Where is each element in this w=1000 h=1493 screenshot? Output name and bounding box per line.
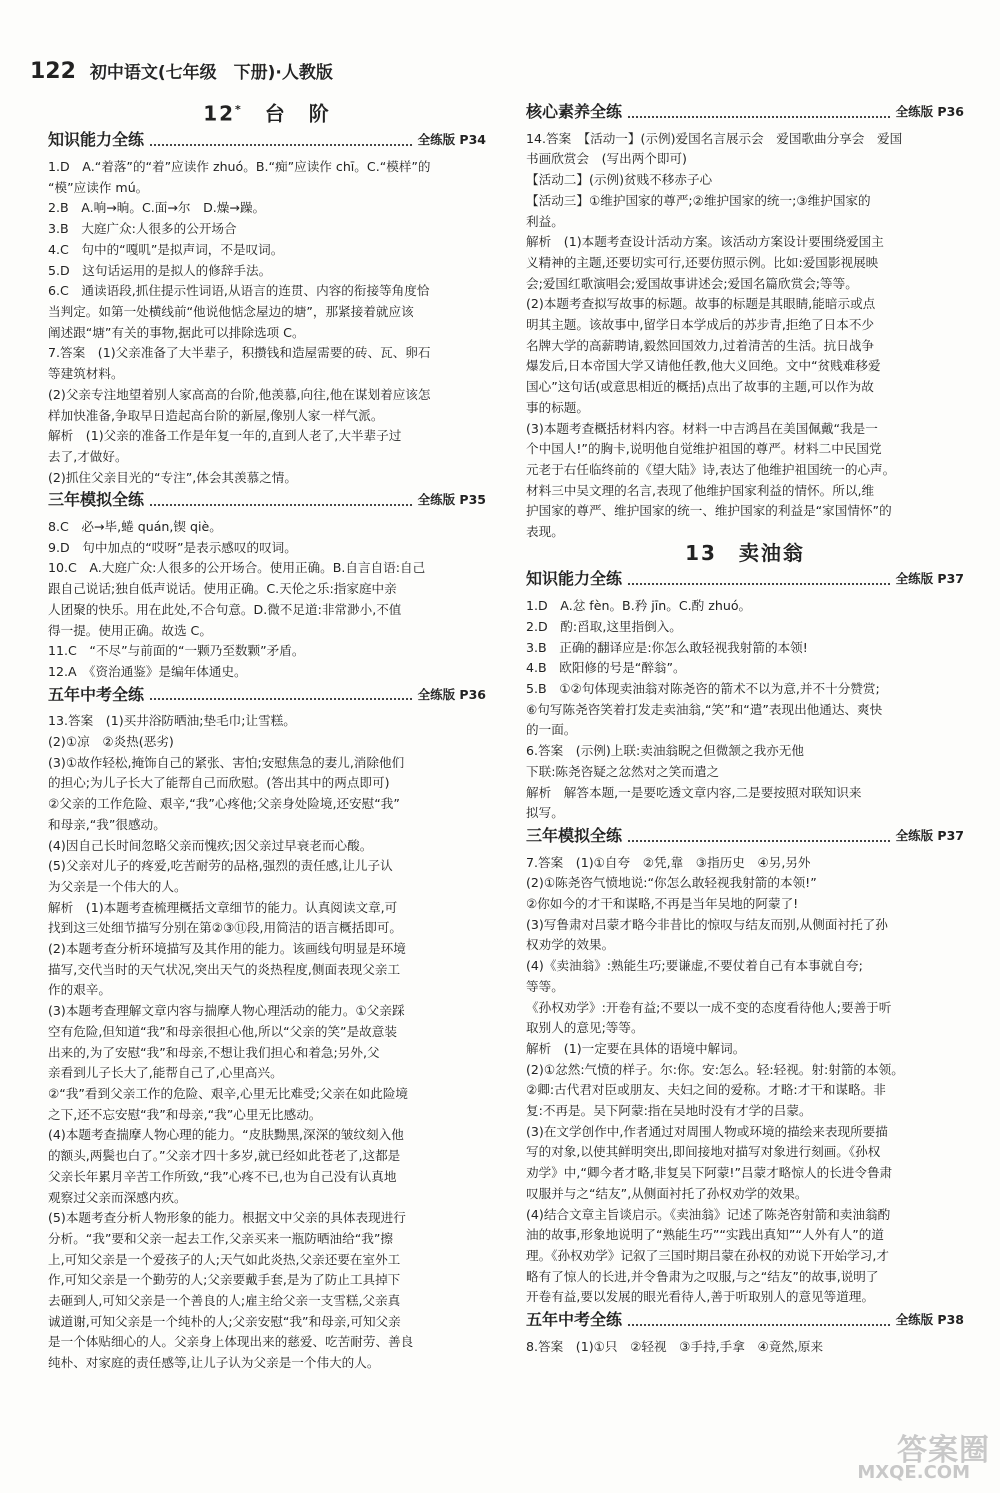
answer-line: 开卷有益,要以发展的眼光看待人,善于听取别人的意见等道理。 [526,1289,875,1305]
section-header [526,826,964,847]
answer-line: ②父亲的工作危险、艰辛,“我”心疼他;父亲身处险境,还安慰“我” [48,796,400,812]
answer-line: ②“我”看到父亲工作的危险、艰辛,心里无比难受;父亲在如此险境 [48,1086,409,1101]
answer-line: 【活动二】(示例)贫贱不移赤子心 [526,172,713,188]
answer-line: 8.答案 (1)①只 ②轻视 ③手持,手拿 ④竟然,原来 [526,1338,824,1354]
section-name: 知识能力全练 [526,569,623,589]
answer-line: 1.D A.忿 fèn。B.矜 jīn。C.酌 zhuó。 [526,598,752,614]
dotted-divider [628,840,890,842]
answer-line: 拟写。 [526,805,564,821]
answer-line: 之下,还不忘安慰“我”和母亲,“我”心里无比感动。 [48,1106,322,1122]
lesson-number: 13 [685,540,717,565]
answer-line: 解析 (1)父亲的准备工作是年复一年的,直到人老了,大半辈子过 [48,428,402,444]
answer-line: 5.B ①②句体现卖油翁对陈尧咨的箭术不以为意,并不十分赞赏; [526,680,880,696]
section-header [48,685,486,706]
dotted-divider [628,583,890,585]
answer-line: 4.C 句中的“嘎叽”是拟声词，不是叹词。 [48,241,284,257]
answer-line: 去了,才做好。 [48,448,128,464]
answer-line: 护国家的尊严、维护国家的统一、维护国家的利益是“家国情怀”的 [526,503,892,519]
answer-line: 作,可知父亲是一个勤劳的人;父亲要戴手套,是为了防止工具掉下 [48,1272,401,1288]
answer-line: 8.C 必→毕,蜷 quán,锲 qiè。 [48,519,222,535]
answer-line: 6.答案 (示例)上联:卖油翁睨之但微颔之我亦无他 [526,743,804,759]
answer-line: 个中国人!”的胸卡,说明他自觉维护祖国的尊严。材料二中民国党 [526,441,882,457]
section-name: 五年中考全练 [48,684,145,704]
book-title: 初中语文(七年级 下册)·人教版 [89,63,333,83]
answer-line: 9.D 句中加点的“哎呀”是表示感叹的叹词。 [48,539,297,555]
answer-line: “模”应读作 mú。 [48,179,149,195]
answer-line: 等建筑材料。 [48,366,124,382]
lesson-name: 卖油翁 [716,540,805,565]
answer-line: (2)①忿然:气愤的样子。尔:你。安:怎么。轻:轻视。射:射箭的本领。 [526,1061,904,1077]
answer-line: (2)①陈尧咨气愤地说:“你怎么敢轻视我射箭的本领!” [526,875,817,891]
left-column [48,100,486,1374]
answer-line: 名牌大学的高薪聘请,毅然回国效力,过着清苦的生活。抗日战争 [526,337,875,353]
dotted-divider [150,504,412,506]
section-header [526,569,964,590]
answer-line: 【活动三】①维护国家的尊严;②维护国家的统一;③维护国家的 [526,192,871,208]
answer-line: (3)①故作轻松,掩饰自己的紧张、害怕;安慰焦急的妻儿,消除他们 [48,754,405,770]
answer-line: 材料三中吴文理的名言,表现了他维护国家利益的情怀。所以,维 [526,482,875,498]
answer-line: 复:不再是。吴下阿蒙:指在吴地时没有才学的吕蒙。 [526,1103,812,1119]
dotted-divider [628,116,890,118]
answer-line: 解析 (1)本题考查设计活动方案。该活动方案设计要围绕爱国主 [526,234,884,250]
answer-line: 国心”这句话(或意思相近的概括)点出了故事的主题,可以作为故 [526,379,874,395]
page-header [30,58,333,84]
answer-line: 诚道谢,可知父亲是一个纯朴的人;父亲安慰“我”和母亲,可知父亲 [48,1313,401,1329]
answer-line: 写的对象,以使其鲜明突出,即间接地对描写对象进行刻画。《孙权 [526,1144,881,1160]
lesson-name: 台 阶 [242,101,331,126]
section-page-ref: 全练版 P37 [895,571,964,587]
answer-line: (4)本题考查揣摩人物心理的能力。“皮肤黝黑,深深的皱纹刻入他 [48,1127,404,1143]
answer-line: 会;爱国红歌演唱会;爱国故事讲述会;爱国名篇欣赏会;等等。 [526,275,858,291]
answer-line: 14.答案 【活动一】(示例)爱国名言展示会 爱国歌曲分享会 爱国 [526,130,903,146]
section-page-ref: 全练版 P34 [417,132,486,148]
answer-line: 1.D A.“着落”的“着”应读作 zhuó。B.“痴”应读作 chī。C.“模样”的 [48,159,431,175]
answer-line: (2)父亲专注地望着别人家高高的台阶,他羡慕,向往,他在谋划着应该怎 [48,386,431,402]
answer-line: 得一提。使用正确。故选 C。 [48,622,212,638]
answer-line: 劝学》中,“卿今者才略,非复吴下阿蒙!”吕蒙才略惊人的长进令鲁肃 [526,1165,893,1181]
answer-line: 元老于右任临终前的《望大陆》诗,表达了他维护祖国统一的心声。 [526,461,896,477]
answer-line: ⑥句写陈尧咨笑着打发走卖油翁,“笑”和“遣”表现出他通达、爽快 [526,701,883,717]
watermark-url: MXQE.COM [857,1462,970,1483]
section-header [48,490,486,511]
section-header [526,1310,964,1331]
answer-line: 表现。 [526,524,564,540]
answer-line: (2)本题考查分析环境描写及其作用的能力。该画线句明显是环境 [48,941,406,957]
answer-line: 2.B A.响→晌。C.面→尔 D.燥→躁。 [48,200,266,216]
answer-line: 为父亲是一个伟大的人。 [48,878,187,894]
dotted-divider [628,1324,890,1326]
section-page-ref: 全练版 P38 [895,1312,964,1328]
section-page-ref: 全练版 P35 [417,492,486,508]
answer-line: 13.答案 (1)买井浴防晒油;垫毛巾;让雪糕。 [48,713,296,729]
answer-line: 解析 (1)本题考查梳理概括文章细节的能力。认真阅读文章,可 [48,899,398,915]
answer-line: 亲看到儿子长大了,能帮自己了,心里高兴。 [48,1065,283,1081]
answer-line: 分析。“我”要和父亲一起去工作,父亲买来一瓶防晒油给“我”擦 [48,1230,393,1246]
answer-line: 去砸到人,可知父亲是一个善良的人;雇主给父亲一支雪糕,父亲真 [48,1293,401,1309]
answer-line: 7.答案 (1)父亲准备了大半辈子，积攒钱和造屋需要的砖、瓦、卵石 [48,345,431,361]
answer-line: 6.C 通读语段,抓住提示性词语,从语言的连贯、内容的衔接等角度恰 [48,283,430,299]
answer-line: (2)本题考查拟写故事的标题。故事的标题是其眼睛,能暗示或点 [526,296,876,312]
answer-line: 5.D 这句话运用的是拟人的修辞手法。 [48,262,272,278]
answer-line: 的额头,两鬓也白了。”父亲才四十多岁,就已经如此苍老了,这都是 [48,1148,401,1164]
answer-line: (2)①凉 ②炎热(恶劣) [48,734,174,750]
section-header [526,102,964,123]
answer-line: 是一个体贴细心的人。父亲身上体现出来的慈爱、吃苦耐劳、善良 [48,1334,414,1350]
section-header [48,130,486,151]
answer-line: 和母亲,“我”很感动。 [48,816,166,832]
answer-line: 《孙权劝学》:开卷有益;不要以一成不变的态度看待他人;要善于听 [526,999,892,1015]
answer-line: (4)结合文章主旨谈启示。《卖油翁》记述了陈尧咨射箭和卖油翁酌 [526,1206,891,1222]
answer-line: 找到这三处细节描写分别在第②③⑪段,用简洁的语言概括即可。 [48,920,403,936]
answer-line: 样加快准备,争取早日造起高台阶的新屋,像别人家一样气派。 [48,407,384,423]
answer-line: 父亲长年累月辛苦工作所致,“我”心疼不已,也为自己没有认真地 [48,1168,397,1184]
answer-line: 7.答案 (1)①自夸 ②凭,靠 ③指历史 ④另,另外 [526,854,811,870]
watermark-logo: 答案圈 [897,1433,990,1468]
section-name: 核心素养全练 [526,102,623,121]
answer-line: (4)因自己长时间忽略父亲而愧疚;因父亲过早衰老而心酸。 [48,837,373,853]
answer-line: (3)本题考查理解文章内容与揣摩人物心理活动的能力。①父亲踩 [48,1003,405,1019]
answer-line: 当判定。如第一处横线前“他说他惦念屋边的塘”，那紧接着就应该 [48,303,414,319]
answer-line: 10.C A.大庭广众:人很多的公开场合。使用正确。B.自言自语:自己 [48,560,426,576]
answer-line: ②你如今的才干和谋略,不再是当年吴地的阿蒙了! [526,896,799,912]
answer-line: 上,可知父亲是一个爱孩子的人;天气如此炎热,父亲还要在室外工 [48,1251,401,1267]
answer-line: 2.D 酌:舀取,这里指倒入。 [526,618,682,634]
answer-line: 解析 解答本题,一是要吃透文章内容,二是要按照对联知识来 [526,784,862,800]
section-page-ref: 全练版 P36 [417,686,486,702]
answer-line: 叹服并与之“结友”,从侧面衬托了孙权劝学的效果。 [526,1185,808,1201]
answer-line: 的一面。 [526,722,577,738]
answer-line: 权劝学的效果。 [526,937,615,953]
answer-line: (3)在文学创作中,作者通过对周围人物或环境的描绘来表现所要描 [526,1123,888,1139]
answer-line: 4.B 欧阳修的号是“醉翁”。 [526,660,686,676]
answer-line: 等等。 [526,978,564,994]
answer-line: 出来的,为了安慰“我”和母亲,不想让我们担心和着急;另外,父 [48,1044,380,1060]
answer-line: (3)写鲁肃对吕蒙才略今非昔比的惊叹与结友而别,从侧面衬托了孙 [526,916,888,932]
answer-line: 利益。 [526,213,564,229]
answer-line: 描写,交代当时的天气状况,突出天气的炎热程度,侧面表现父亲工 [48,961,401,977]
answer-line: 3.B 大庭广众:人很多的公开场合 [48,221,237,237]
answer-line: (5)本题考查分析人物形象的能力。根据文中父亲的具体表现进行 [48,1210,406,1226]
answer-line: 下联:陈尧咨疑之忿然对之笑而遣之 [526,763,720,779]
answer-line: 12.A 《资治通鉴》是编年体通史。 [48,663,247,679]
answer-line: 取别人的意见;等等。 [526,1020,644,1036]
lesson-title [48,100,486,124]
answer-line: (2)抓住父亲目光的“专注”,体会其羡慕之情。 [48,469,297,485]
answer-line: 空有危险,但知道“我”和母亲很担心他,所以“父亲的笑”是故意装 [48,1023,397,1039]
section-name: 三年模拟全练 [526,825,623,845]
answer-line: 人团聚的快乐。用在此处,不合句意。D.微不足道:非常渺小,不值 [48,601,402,617]
answer-line: 书画欣赏会 (写出两个即可) [526,151,687,167]
answer-line: 略有了惊人的长进,并令鲁肃为之叹服,与之“结友”的故事,说明了 [526,1268,879,1284]
answer-line: 爆发后,日本帝国大学又请他任教,他大义回绝。文中“贫贱难移爱 [526,358,881,374]
answer-line: 解析 (1)一定要在具体的语境中解词。 [526,1040,746,1056]
answer-line: 的担心;为儿子长大了能帮自己而欣慰。(答出其中的两点即可) [48,775,390,791]
answer-line: ②卿:古代君对臣或朋友、夫妇之间的爱称。才略:才干和谋略。非 [526,1082,886,1098]
answer-line: 3.B 正确的翻译应是:你怎么敢轻视我射箭的本领! [526,639,808,655]
answer-line: 事的标题。 [526,399,589,415]
section-name: 三年模拟全练 [48,490,145,510]
answer-line: 11.C “不尽”与前面的“一颗乃至数颗”矛盾。 [48,643,305,659]
right-column [526,100,964,1357]
section-name: 五年中考全练 [526,1310,623,1330]
answer-line: 作的艰辛。 [48,982,111,998]
answer-line: 理。《孙权劝学》记叙了三国时期吕蒙在孙权的劝说下开始学习,才 [526,1247,889,1263]
page-number: 122 [30,59,76,84]
lesson-title [526,540,964,565]
answer-line: 纯朴、对家庭的责任感等,让儿子认为父亲是一个伟大的人。 [48,1355,380,1371]
answer-line: 油的故事,形象地说明了“熟能生巧”“实践出真知”“人外有人”的道 [526,1227,884,1243]
section-page-ref: 全练版 P36 [895,104,964,119]
lesson-number: 12 [203,101,236,126]
answer-line: 观察过父亲而深感内疚。 [48,1189,187,1205]
answer-line: 义精神的主题,还要切实可行,还要仿照示例。比如:爱国影视展映 [526,254,879,270]
dotted-divider [150,144,412,146]
dotted-divider [150,698,412,700]
answer-line: (4)《卖油翁》:熟能生巧;要谦虚,不要仗着自己有本事就自夸; [526,958,863,974]
answer-line: 阐述跟“塘”有关的事物,据此可以排除选项 C。 [48,324,305,340]
section-name: 知识能力全练 [48,130,145,150]
answer-line: 明其主题。该故事中,留学日本学成后的苏步青,拒绝了日本不少 [526,317,875,333]
lesson-mark: * [235,103,243,116]
answer-line: (5)父亲对儿子的疼爱,吃苦耐劳的品格,强烈的责任感,让儿子认 [48,858,393,874]
section-page-ref: 全练版 P37 [895,827,964,843]
answer-line: (3)本题考查概括材料内容。材料一中吉鸿昌在美国佩戴“我是一 [526,420,878,436]
answer-line: 跟自己说话;独自低声说话。使用正确。C.天伦之乐:指家庭中亲 [48,581,397,597]
